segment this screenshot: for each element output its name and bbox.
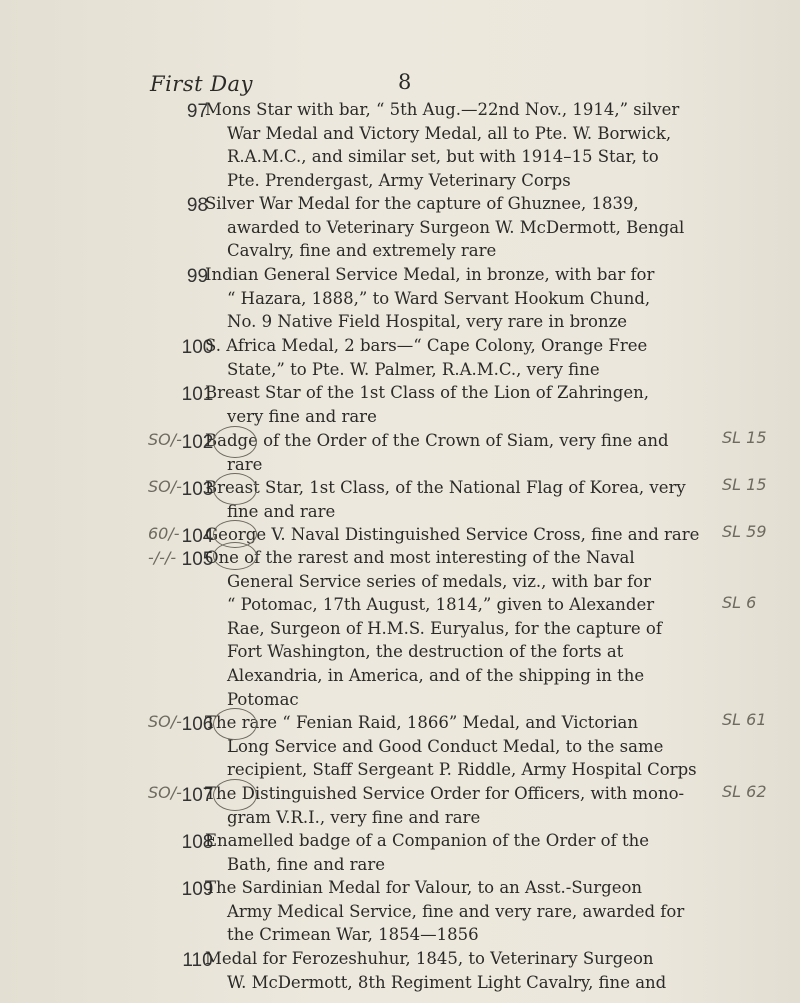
lot-description	[205, 782, 715, 829]
lot-number: 105	[181, 549, 214, 570]
lot-line: “ Potomac, 17th August, 1814,” given to Alexander	[227, 595, 655, 615]
lot-line: State,” to Pte. W. Palmer, R.A.M.C., very fine	[227, 359, 600, 379]
lot-description	[205, 192, 715, 263]
lot-line: very fine and rare	[227, 406, 377, 426]
lot-line: One of the rarest and most interesting of the Naval	[205, 548, 635, 567]
lot-number: 101	[181, 384, 214, 405]
lot-line: Bath, fine and rare	[227, 854, 385, 874]
lot-line: W. McDermott, 8th Regiment Light Cavalry, fine and	[227, 972, 667, 992]
lot-line: Potomac	[227, 689, 299, 709]
price-note-left: SO/-	[148, 712, 182, 731]
lot-line: The rare “ Fenian Raid, 1866” Medal, and Victorian	[205, 713, 638, 732]
lot-line: “ Hazara, 1888,” to Ward Servant Hookum Chund,	[227, 288, 651, 308]
lot-line: Breast Star, 1st Class, of the National Flag of Korea, very	[205, 478, 686, 497]
lot-description	[205, 263, 715, 334]
lot-line: recipient, Staff Sergeant P. Riddle, Army Hospital Corps	[227, 760, 697, 780]
lot-line: The Distinguished Service Order for Officers, with mono-	[205, 784, 685, 803]
lot-description	[205, 429, 715, 476]
lot-line: Fort Washington, the destruction of the forts at	[227, 642, 624, 662]
lot-line: General Service series of medals, viz., with bar for	[227, 571, 651, 591]
lot-circle-mark	[213, 779, 257, 811]
lot-line: Medal for Ferozeshuhur, 1845, to Veterinary Surgeon	[205, 949, 654, 968]
price-note-left: -/-/-	[148, 548, 177, 567]
lot-circle-mark	[213, 473, 257, 505]
price-note-right: SL 15	[722, 475, 767, 494]
price-note-left: 60/-	[148, 524, 180, 543]
lot-line: Army Medical Service, fine and very rare, awarded for	[227, 901, 685, 921]
lot-line: Alexandria, in America, and of the shipping in the	[227, 665, 645, 685]
price-note-left: SO/-	[148, 477, 182, 496]
lot-number: 103	[181, 479, 214, 500]
lot-number: 110	[182, 950, 213, 971]
lot-number: 99	[186, 266, 209, 287]
lot-line: George V. Naval Distinguished Service Cross, fine and rare	[205, 525, 700, 544]
price-note-left: SO/-	[148, 783, 182, 802]
lot-line: Breast Star of the 1st Class of the Lion of Zahringen,	[205, 383, 649, 402]
lot-description	[205, 334, 715, 381]
lot-description	[205, 711, 715, 782]
lot-number: 106	[181, 714, 214, 735]
lot-line: rare	[227, 454, 263, 474]
lot-circle-mark	[213, 426, 257, 458]
lot-number: 100	[181, 337, 214, 358]
lot-number: 109	[181, 879, 214, 900]
lot-line: No. 9 Native Field Hospital, very rare in bronze	[227, 312, 628, 332]
price-note-right: SL 61	[722, 710, 767, 729]
lot-line: R.A.M.C., and similar set, but with 1914–15 Star, to	[227, 147, 659, 167]
lot-number: 102	[181, 432, 214, 453]
lot-description	[205, 876, 715, 947]
lot-description	[205, 476, 715, 523]
lot-description	[205, 947, 715, 994]
lot-line: Indian General Service Medal, in bronze, with bar for	[205, 265, 655, 284]
lot-line: awarded to Veterinary Surgeon W. McDermott, Bengal	[227, 217, 685, 237]
lot-circle-mark	[213, 542, 257, 570]
lot-line: War Medal and Victory Medal, all to Pte. W. Borwick,	[227, 123, 672, 143]
lot-line: the Crimean War, 1854—1856	[227, 925, 479, 945]
price-note-right: SL 59	[722, 522, 767, 541]
lot-circle-mark	[213, 708, 257, 740]
lot-line: Cavalry, fine and extremely rare	[227, 241, 497, 261]
price-note-left: SO/-	[148, 430, 182, 449]
lot-line: Long Service and Good Conduct Medal, to the same	[227, 736, 664, 756]
lot-line: Silver War Medal for the capture of Ghuznee, 1839,	[205, 194, 639, 213]
lot-line: gram V.R.I., very fine and rare	[227, 807, 481, 827]
lot-line: Enamelled badge of a Companion of the Order of the	[205, 831, 649, 850]
lot-description	[205, 523, 715, 547]
lot-line: Pte. Prendergast, Army Veterinary Corps	[227, 170, 571, 190]
price-note-right: SL 62	[722, 782, 767, 801]
lot-number: 104	[181, 526, 214, 547]
lot-line: Badge of the Order of the Crown of Siam, very fine and	[205, 431, 669, 450]
price-note-right: SL 15	[722, 428, 767, 447]
lot-number: 98	[186, 195, 209, 216]
lot-description	[205, 546, 715, 711]
lot-description	[205, 381, 715, 428]
page-number: 8	[398, 70, 412, 94]
lot-number: 97	[186, 101, 209, 122]
lot-number: 107	[181, 785, 214, 806]
lot-description	[205, 98, 715, 192]
lot-description	[205, 829, 715, 876]
price-note-right: SL 6	[722, 593, 757, 612]
lot-line: S. Africa Medal, 2 bars—“ Cape Colony, Orange Free	[205, 336, 648, 355]
lot-line: The Sardinian Medal for Valour, to an Asst.-Surgeon	[205, 878, 643, 897]
lot-line: fine and rare	[227, 501, 336, 521]
lot-number: 108	[181, 832, 214, 853]
page-heading: First Day	[150, 72, 253, 96]
lot-line: Mons Star with bar, “ 5th Aug.—22nd Nov., 1914,” silver	[205, 100, 680, 119]
lot-line: Rae, Surgeon of H.M.S. Euryalus, for the capture of	[227, 618, 662, 638]
